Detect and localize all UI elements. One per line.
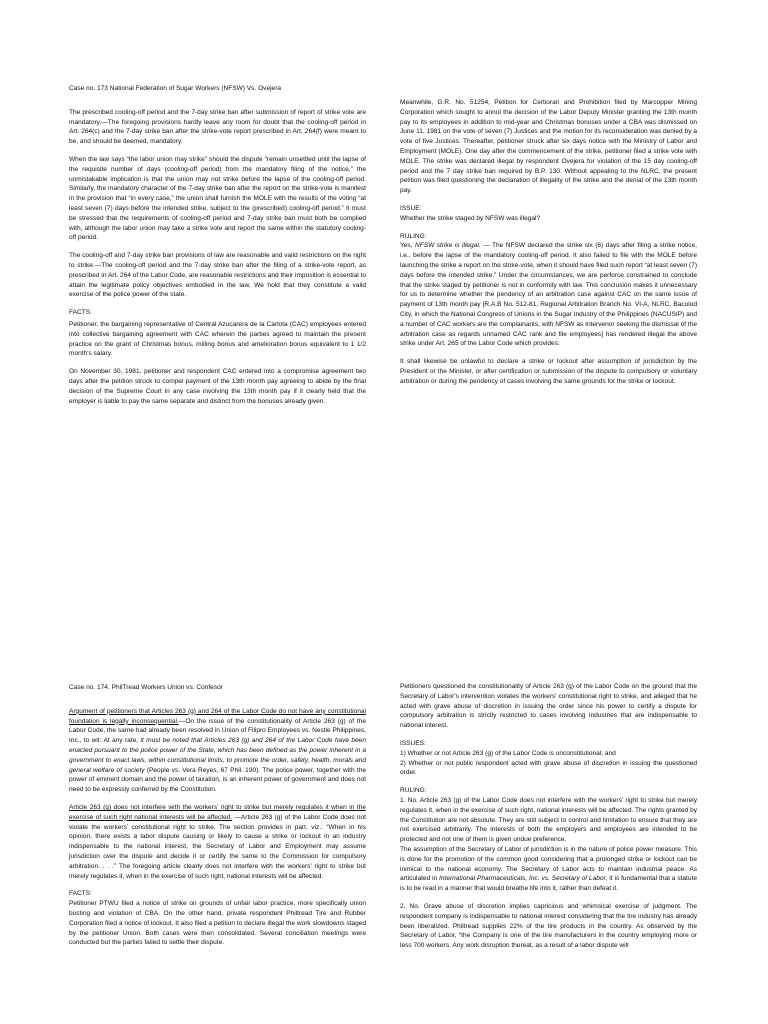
case-173-ruling	[400, 241, 697, 349]
case-173-paragraph-3: The cooling-off and 7-day strike ban provisions of law are reasonable and valid restrictions on the right to strike.—The cooling-off period and the 7-day strike ban after the filing of a strike-vote report, as prescribed in Art. 264 of the Labor Code, are reasonable restrictions and their imposition is essential to attain the legitimate policy objectives embodied in the law. We hold that they constitute a valid exercise of the police power of the state.	[69, 252, 366, 299]
ruling-1b-text: The assumption of the Secretary of Labor of jurisdiction is in the nature of police power measure. This is done for the promotion of the common good considering that a prolonged strike or lockout can be inimical to the national economy. The Secretary of Labor acts to maintain industrial peace. As articulated in	[400, 845, 697, 883]
case-173-paragraph-1: The prescribed cooling-off period and the 7-day strike ban after submission of report of strike vote are mandatory.—The foregoing provisions hardly leave any room for doubt that the cooling-off period in Art. 264(c) and the 7-day strike ban after the strike-vote report prescribed in Art. 264(f) were meant to be, and should be deemed, mandatory.	[69, 108, 366, 146]
case-173-title: Case no. 173 National Federation of Sugar Workers (NFSW) Vs. Ovejera	[69, 85, 282, 92]
case-174-title: Case no. 174. PhilTread Workers Union vs. Confesor	[69, 684, 223, 691]
case-174-issues-heading: ISSUES:	[400, 739, 426, 747]
case-174-article-paragraph	[69, 803, 366, 881]
case-174-facts: Petitioner PTWU filed a notice of strike on grounds of unfair labor practice, more specifically union busting and violation of CBA. On the other hand, private respondent Philtread Tire and Rubber Corporation filed a notice of lockout. It also filed a petition to declare illegal the work slowdowns staged by the petitioner Union. Both cases were then consolidated. Several conciliation meetings were conducted but the parties failed to settle their dispute.	[69, 900, 366, 947]
ruling-body: — The NFSW declared the strike six (6) days after filing a strike notice, i.e., before the lapse of the mandatory cooling-off period. It also failed to file with the MOLE before launching the strike a report on the strike-vote, when it should have filed such report “at least seven (7) days before the intended strike.” Under the circumstances, we are perforce constrained to conclude that the strike staged by petitioner is not in conformity with law. This conclusion makes it unnecessary for us to determine whether the pendency of an arbitration case against CAC on the same issue of payment of 13th month pay [R.A.B No. 512-81, Regional Arbitration Branch No. VI-A, NLRC, Bacolod City, in which the National Congress of Unions in the Sugar Industry of the Philippines (NACUSIP) and a number of CAC workers are the complainants, with NFSW as Intervenor seeking the dismissal of the arbitration case as regards unnamed CAC rank and file employees] has rendered illegal the above strike under Art. 265 of the Labor Code which provides:	[400, 242, 697, 348]
article-syllabus: Article 263 (g) does not interfere with the workers’ right to strike but merely regulates it when in the exercise of such right national interests will be affected.	[69, 803, 366, 821]
case-173-right-column	[400, 98, 697, 395]
case-173-issue: Whether the strike staged by NFSW was illegal?	[400, 214, 541, 222]
argument-text-continued: (People vs. Vera Reyes, 67 Phil. 190). The police power, together with the power of eminent domain and the power of taxation, is an inherent power of government and does not need to be expressly conferred by the Constitution.	[69, 766, 366, 794]
ruling-1b-text-end: , it is fundamental that a statute is to be read in a manner that would breathe life into it, rather than defeat it.	[400, 875, 697, 893]
argument-text: —On the issue of the constitutionality of Article 263 (g) of the Labor Code, the same had already been resolved in Union of Filipro Employees vs. Nestle Philippines, Inc., to wit: At any rate,	[69, 717, 366, 745]
case-173-quoted-provision: It shall likewise be unlawful to declare a strike or lockout after assumption of jurisdiction by the President or the Minister, or after certification or submission of the dispute to compulsory or voluntary arbitration or during the pendency of cases involving the same grounds for the strike or lockout.	[400, 358, 697, 385]
case-174-ruling-heading: RULING:	[400, 787, 427, 795]
case-174-argument-paragraph	[69, 707, 366, 795]
case-173-paragraph-2: When the law says “the labor union may strike” should the dispute “remain unsettled until the lapse of the requisite number of days (cooling-off period) from the mandatory filing of the notice,” the unmistakable implication is that the union may not strike before the lapse of the cooling-off period. Similarly, the mandatory character of the 7-day strike ban after the report on the strike-vote is manifest in the provision that “in every case,” the union shall furnish the MOLE with the results of the voting “at least seven (7) days before the intended strike, subject to the (prescribed) cooling-off period.” It must be stressed that the requirements of cooling-off period and 7-day strike ban must both be complied with, although the labor union may take a strike vote and report the same within the statutory cooling-off period.	[69, 155, 366, 242]
ruling-holding: NFSW strike is illegal.	[414, 242, 481, 250]
case-174-background: Petitioners questioned the constitutionality of Article 263 (g) of the Labor Code on the ground that the Secretary of Labor's intervention violates the workers' constitutional right to strike, and alleged that he acted with grave abuse of discretion in issuing the order since his power to certify a dispute for compulsory arbitration is strictly restricted to cases involving industries that are indispensable to national interest.	[400, 683, 697, 730]
article-text: —Article 263 (g) of the Labor Code does not violate the workers’ constitutional right to strike. The section provides in part, viz.: “When in his opinion, there exists a labor dispute causing or likely to cause a strike or lockout in an industry indispensable to the national interest, the Secretary of Labor and Employment may assume jurisdiction over the dispute and decide it or certify the same to the Commission for compulsory arbitration. . . .” The foregoing article clearly does not interfere with the workers’ right to strike but merely regulates it, when in the exercise of such right, national interests will be affected.	[69, 813, 366, 880]
case-174-ruling-1: 1. No. Article 263 (g) of the Labor Code does not interfere with the workers' right to strike but merely regulates it, when in the exercise of such right, national interests will be affected. The rights granted by the Constitution are not absolute. They are still subject to control and limitation to ensure that they are not exercised arbitrarily. The interests of both the employers and employees are intended to be protected and not one of them is given undue preference.	[400, 796, 697, 844]
case-173-facts-heading: FACTS:	[69, 309, 92, 317]
ruling-lead: Yes,	[400, 242, 415, 250]
case-174-issue-2: 2) Whether or not public respondent acted with grave abuse of discretion in issuing the questioned order.	[400, 759, 697, 777]
case-173-background: Meanwhile, G.R. No. 51254, Petition for Certiorari and Prohibition filed by Marcopper Mining Corporation which sought to annul the decision of the Labor Deputy Minister granting the 13th month pay to its employees in addition to mid-year and Christmas bonuses under a CBA was dismissed on June 11, 1981 on the vote of seven (7) Justices and the motion for its reconsideration was denied by a vote of five Justices. Thereafter, petitioner struck after six days notice with the Ministry of Labor and Employment (MOLE). One day after the commencement of the strike, petitioner filed a strike vote with MOLE. The strike was declared illegal by respondent Ovejera for violation of the 15 day cooling-off period and the 7 day strike ban required by B.P. 130. Without appealing to the NLRC, the present petition was filed questioning the declaration of illegality of the strike and the denial of the 13th month pay.	[400, 99, 697, 195]
case-174-right-column	[400, 682, 697, 959]
argument-quoted-holding: it must be noted that Articles 263 (g) and 264 of the Labor Code have been enacted pursuant to the police power of the State, which has been defined as the power inherent in a government to enact laws, within constitutional limits, to promote the order, safety, health, morals and general welfare of society	[69, 737, 366, 774]
case-173-ruling-heading: RULING:	[400, 232, 427, 240]
case-174-ruling-1b	[400, 845, 697, 894]
case-174-issue-1: 1) Whether or not Article 263 (g) of the Labor Code is unconstitutional; and	[400, 749, 616, 757]
case-173-facts-1: Petitioner, the bargaining representative of Central Azucarera de la Carlota (CAC) employees entered into collective bargaining agreement with CAC wherein the parties agreed to maintain the present practice on the grant of Christmas bonus, milling bonus and amelioration bonus equivalent to 1 1/2 month's salary.	[69, 320, 366, 358]
cited-case: International Pharmaceuticals, Inc. vs. Secretary of Labor	[439, 875, 606, 883]
case-173-facts-2: On November 30, 1981, petitioner and respondent CAC entered into a compromise agreement two days after the petition struck to compel payment of the 13th month pay agreeing to abide by the final decision of the Supreme Court in any case involving the 13th month pay if it clearly held that the employer is liable to pay the same separate and distinct from the bonuses already given.	[69, 368, 366, 405]
case-174-facts-heading: FACTS:	[69, 890, 92, 898]
case-173-left-column	[69, 84, 366, 414]
case-174-left-column	[69, 683, 366, 956]
case-174-ruling-2: 2. No. Grave abuse of discretion implies capricious and whimsical exercise of judgment. The respondent company is indispensable to national interest considering that the tire industry has already been liberalized. Philtread supplies 22% of the tire products in the country. As observed by the Secretary of Labor, “the Company is one of the tire manufacturers in the country employing more or less 700 workers. Any work disruption thereat, as a result of a labor dispute will	[400, 902, 697, 950]
case-173-issue-heading: ISSUE:	[400, 204, 422, 212]
argument-syllabus: Argument of petitioners that Articles 263 (g) and 264 of the Labor Code do not have any constitutional foundation is legally inconsequential.	[69, 707, 366, 725]
